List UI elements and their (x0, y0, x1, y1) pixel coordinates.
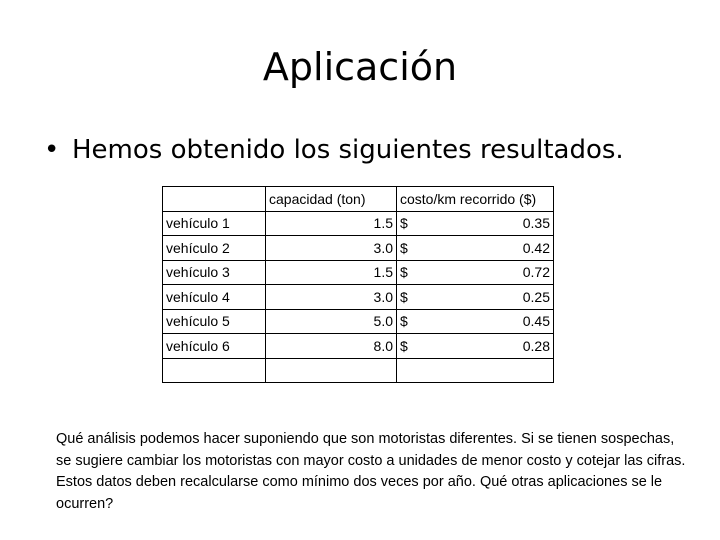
vehicle-cell: vehículo 4 (163, 285, 266, 310)
analysis-paragraph: Qué análisis podemos hacer suponiendo que son motoristas diferentes. Si se tienen sospechas, se sugiere cambiar los motoristas con mayor costo a unidades de menor costo y cotejar las cifras. Estos datos deben recalcularse como mínimo dos veces por año. Qué otras aplicaciones se le ocurren? (56, 431, 686, 512)
vehicle-cell: vehículo 5 (163, 309, 266, 334)
cost-value: 0.45 (522, 313, 550, 330)
table-row (163, 260, 554, 285)
cost-cell (397, 236, 554, 261)
cost-cell (397, 309, 554, 334)
header-cell-empty (163, 187, 266, 212)
empty-cell (163, 358, 266, 383)
table-header-row (163, 187, 554, 212)
empty-cell (397, 358, 554, 383)
capacity-cell: 1.5 (266, 260, 397, 285)
table-empty-row (163, 358, 554, 383)
table-row (163, 236, 554, 261)
currency-symbol: $ (400, 313, 408, 330)
currency-symbol: $ (400, 215, 408, 232)
table-row (163, 309, 554, 334)
header-cell-cost: costo/km recorrido ($) (397, 187, 554, 212)
cost-cell (397, 334, 554, 359)
currency-symbol: $ (400, 264, 408, 281)
capacity-cell: 3.0 (266, 285, 397, 310)
vehicle-cell: vehículo 6 (163, 334, 266, 359)
bullet-text: Hemos obtenido los siguientes resultados. (72, 135, 624, 165)
cost-value: 0.28 (522, 337, 550, 354)
cost-value: 0.42 (522, 239, 550, 256)
vehicle-cell: vehículo 1 (163, 211, 266, 236)
table-row (163, 285, 554, 310)
cost-value: 0.25 (522, 288, 550, 305)
bullet-marker: • (44, 135, 60, 165)
cost-value: 0.72 (522, 264, 550, 281)
empty-cell (266, 358, 397, 383)
slide-title: Aplicación (262, 45, 458, 89)
results-table (162, 186, 554, 383)
vehicle-cell: vehículo 2 (163, 236, 266, 261)
header-cell-capacity: capacidad (ton) (266, 187, 397, 212)
currency-symbol: $ (400, 288, 408, 305)
vehicle-cell: vehículo 3 (163, 260, 266, 285)
table-row (163, 334, 554, 359)
capacity-cell: 3.0 (266, 236, 397, 261)
cost-cell (397, 211, 554, 236)
cost-value: 0.35 (522, 215, 550, 232)
table-row (163, 211, 554, 236)
capacity-cell: 1.5 (266, 211, 397, 236)
currency-symbol: $ (400, 337, 408, 354)
currency-symbol: $ (400, 239, 408, 256)
cost-cell (397, 260, 554, 285)
capacity-cell: 5.0 (266, 309, 397, 334)
capacity-cell: 8.0 (266, 334, 397, 359)
cost-cell (397, 285, 554, 310)
bullet-item (44, 133, 624, 167)
